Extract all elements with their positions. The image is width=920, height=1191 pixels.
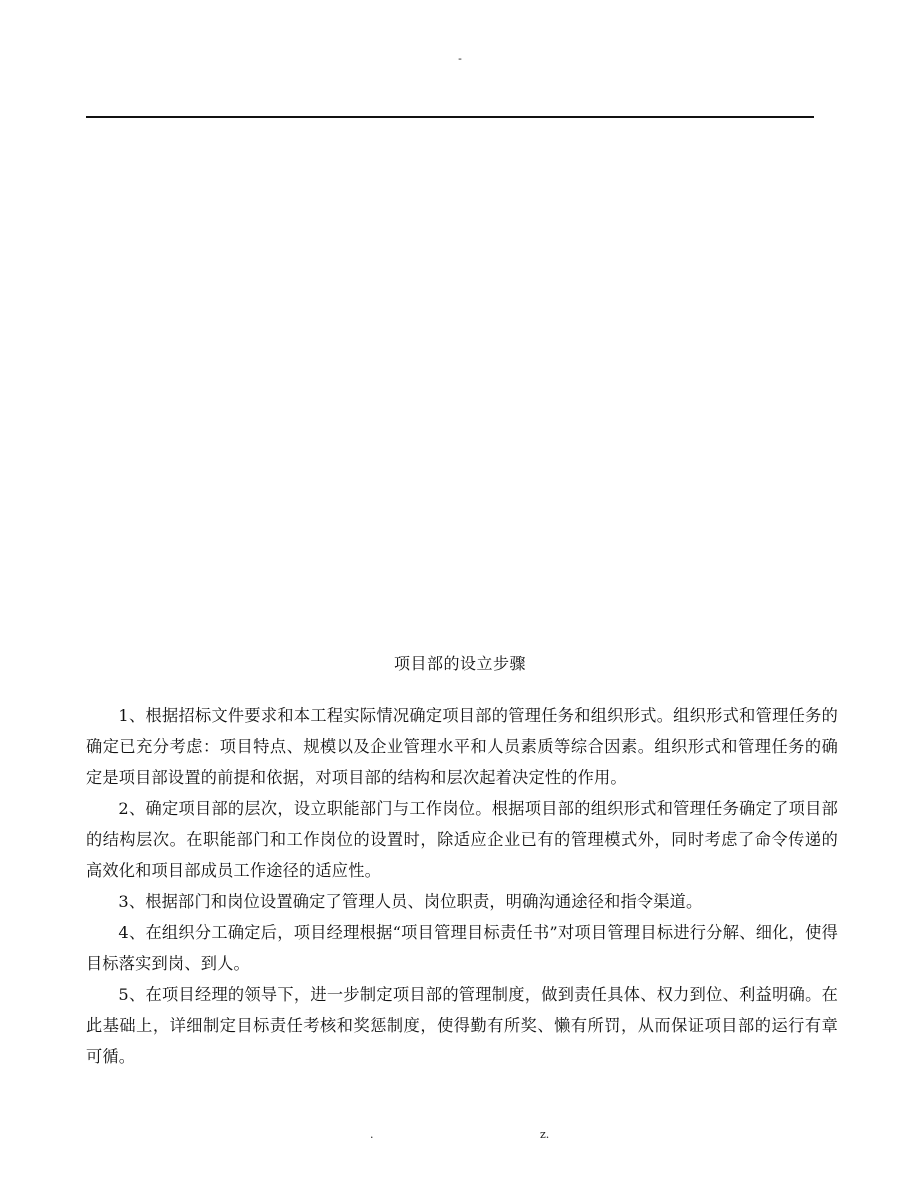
header-mark: -: [458, 52, 462, 65]
paragraph-2: 2、确定项目部的层次，设立职能部门与工作岗位。根据项目部的组织形式和管理任务确定了项目部的结构层次。在职能部门和工作岗位的设置时，除适应企业已有的管理模式外，同时考虑了命令传递的高效化和项目部成员工作途径的适应性。: [86, 799, 838, 880]
paragraph-3: 3、根据部门和岗位设置确定了管理人员、岗位职责，明确沟通途径和指令渠道。: [118, 892, 703, 911]
paragraph-5: 5、在项目经理的领导下，进一步制定项目部的管理制度，做到责任具体、权力到位、利益明确。在此基础上，详细制定目标责任考核和奖惩制度，使得勤有所奖、懒有所罚，从而保证项目部的运行有章可循。: [86, 985, 838, 1066]
paragraph-4: 4、在组织分工确定后，项目经理根据“项目管理目标责任书”对项目管理目标进行分解、细化，使得目标落实到岗、到人。: [86, 923, 838, 973]
footer-right-mark: z.: [540, 1128, 550, 1141]
header-rule: [86, 116, 814, 118]
document-body: [86, 700, 838, 1072]
document-title: 项目部的设立步骤: [393, 654, 526, 673]
paragraph-1: 1、根据招标文件要求和本工程实际情况确定项目部的管理任务和组织形式。组织形式和管理任务的确定已充分考虑：项目特点、规模以及企业管理水平和人员素质等综合因素。组织形式和管理任务的确定是项目部设置的前提和依据，对项目部的结构和层次起着决定性的作用。: [86, 706, 838, 787]
footer-left-mark: .: [370, 1128, 374, 1141]
